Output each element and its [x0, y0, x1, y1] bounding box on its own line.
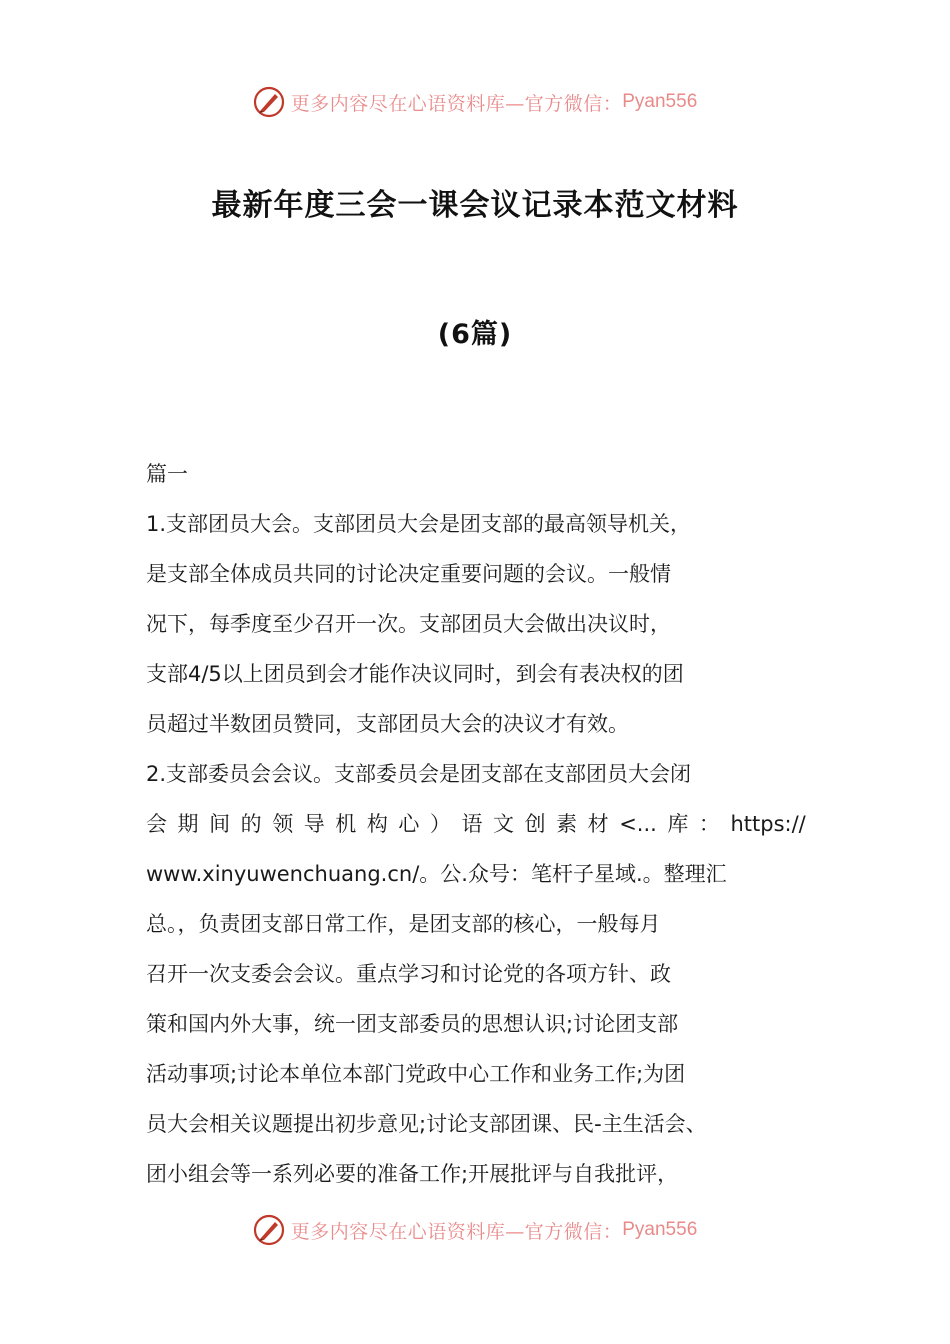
footer-watermark-banner [0, 1210, 950, 1250]
body-line: 召开一次支委会会议。重点学习和讨论党的各项方针、政 [146, 962, 671, 986]
line-glyph: ： [698, 812, 720, 836]
line-glyph: 机 [335, 812, 357, 836]
body-line: www.xinyuwenchuang.cn/。公.众号：笔杆子星域.。整理汇 [146, 862, 727, 886]
section-heading: 篇一 [146, 462, 188, 486]
body-line: 总。，负责团支部日常工作，是团支部的核心，一般每月 [146, 912, 661, 936]
body-line: 员大会相关议题提出初步意见;讨论支部团课、民-主生活会、 [146, 1112, 707, 1136]
body-line: 策和国内外大事，统一团支部委员的思想认识;讨论团支部 [146, 1012, 679, 1036]
line-glyph: 创 [524, 812, 546, 836]
line-glyph: 库 [667, 812, 689, 836]
line-glyph: 期 [177, 812, 199, 836]
line-glyph: ） [429, 812, 451, 836]
document-subtitle: (6篇) [437, 319, 513, 350]
line-glyph: 素 [556, 812, 578, 836]
pen-logo-icon [253, 86, 285, 118]
line-glyph: 文 [493, 812, 515, 836]
line-glyph: 的 [240, 812, 262, 836]
banner-text: 更多内容尽在心语资料库—官方微信： [290, 92, 623, 115]
header-watermark-banner [0, 82, 950, 122]
banner-wechat-handle: Pyan556 [622, 91, 698, 112]
banner-wechat-handle: Pyan556 [622, 1219, 698, 1240]
body-line: 团小组会等一系列必要的准备工作;开展批评与自我批评， [146, 1162, 679, 1186]
body-line-justified [146, 799, 806, 849]
line-glyph: https:// [730, 812, 806, 836]
line-glyph: 语 [461, 812, 483, 836]
line-glyph: 会 [146, 812, 167, 836]
line-glyph: <... [619, 812, 657, 836]
body-line: 1.支部团员大会。支部团员大会是团支部的最高领导机关， [146, 512, 692, 536]
body-line: 活动事项;讨论本单位本部门党政中心工作和业务工作;为团 [146, 1062, 686, 1086]
body-line: 员超过半数团员赞同，支部团员大会的决议才有效。 [146, 712, 629, 736]
pen-logo-icon [253, 1214, 285, 1246]
line-glyph: 心 [398, 812, 420, 836]
line-glyph: 间 [209, 812, 231, 836]
line-glyph: 材 [587, 812, 609, 836]
document-body [146, 449, 806, 1199]
body-line: 2.支部委员会会议。支部委员会是团支部在支部团员大会闭 [146, 762, 692, 786]
line-glyph: 导 [303, 812, 325, 836]
banner-text: 更多内容尽在心语资料库—官方微信： [290, 1220, 623, 1243]
document-title: 最新年度三会一课会议记录本范文材料 [211, 188, 739, 223]
line-glyph: 构 [366, 812, 388, 836]
line-glyph: 领 [272, 812, 294, 836]
body-line: 是支部全体成员共同的讨论决定重要问题的会议。一般情 [146, 562, 671, 586]
body-line: 况下，每季度至少召开一次。支部团员大会做出决议时， [146, 612, 671, 636]
body-line: 支部4/5以上团员到会才能作决议同时，到会有表决权的团 [146, 662, 684, 686]
